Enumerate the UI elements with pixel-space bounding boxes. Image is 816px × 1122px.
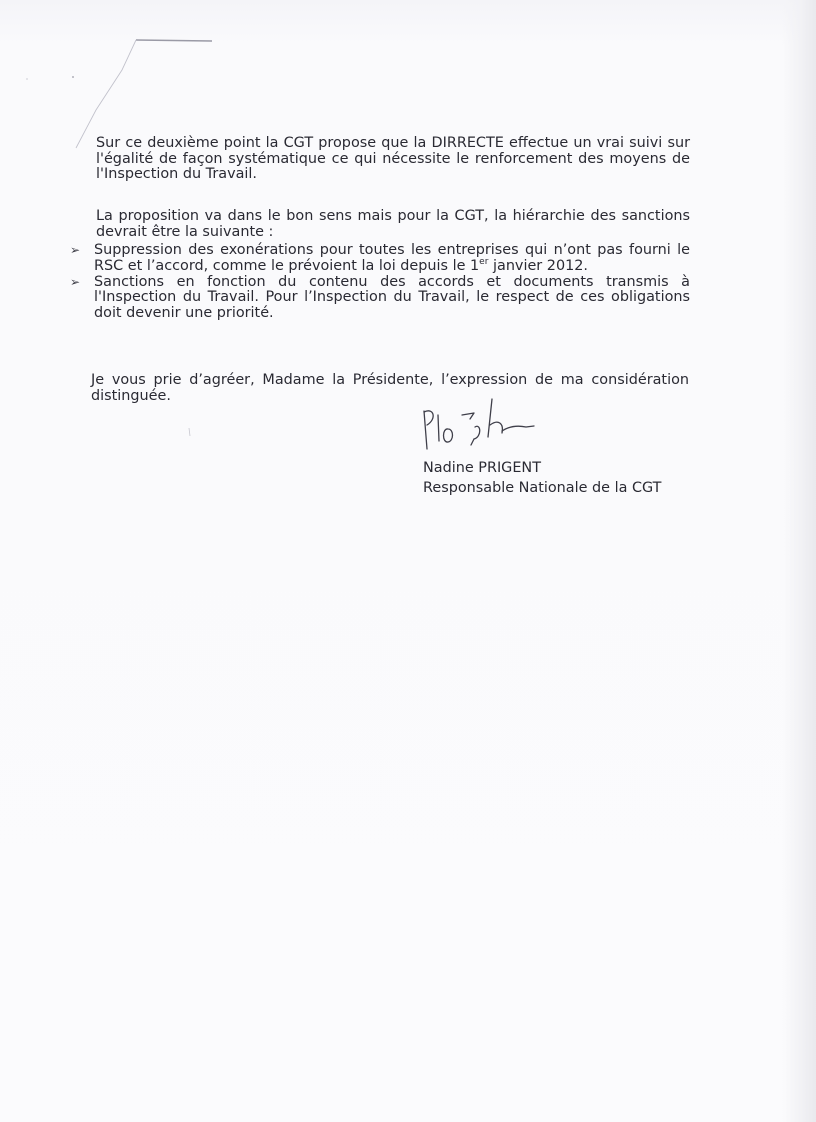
paragraph-hierarchie-sanctions: La proposition va dans le bon sens mais pour la CGT, la hiérarchie des sanctions devrait être la suivante : bbox=[96, 208, 690, 240]
arrow-bullet-icon: ➢ bbox=[70, 274, 81, 289]
bullet-2-text: Sanctions en fonction du contenu des accords et documents transmis à l'Inspection du Travail. Pour l’Inspection du Travail, le respect de ces obligations doit devenir une priorité. bbox=[94, 273, 690, 322]
closing-formula: Je vous prie d’agréer, Madame la Présidente, l’expression de ma considération distinguée. bbox=[91, 372, 689, 404]
list-item bbox=[70, 243, 690, 275]
list-item bbox=[70, 275, 690, 322]
bullet-1-text: Suppression des exonérations pour toutes les entreprises qui n’ont pas fourni le RSC et l’accord, comme le prévoient la loi depuis le 1 bbox=[94, 242, 690, 274]
handwritten-signature bbox=[418, 397, 558, 459]
bullet-1-text-end: janvier 2012. bbox=[488, 257, 588, 274]
bullet-1-superscript: er bbox=[479, 256, 489, 267]
paragraph-egalite-suivi: Sur ce deuxième point la CGT propose que la DIRRECTE effectue un vrai suivi sur l'égalité de façon systématique ce qui nécessite le renforcement des moyens de l'Inspection du Travail. bbox=[96, 135, 690, 183]
signatory-title: Responsable Nationale de la CGT bbox=[423, 480, 662, 496]
signatory-name: Nadine PRIGENT bbox=[423, 460, 541, 476]
sanctions-list bbox=[70, 243, 690, 322]
arrow-bullet-icon: ➢ bbox=[70, 243, 81, 257]
